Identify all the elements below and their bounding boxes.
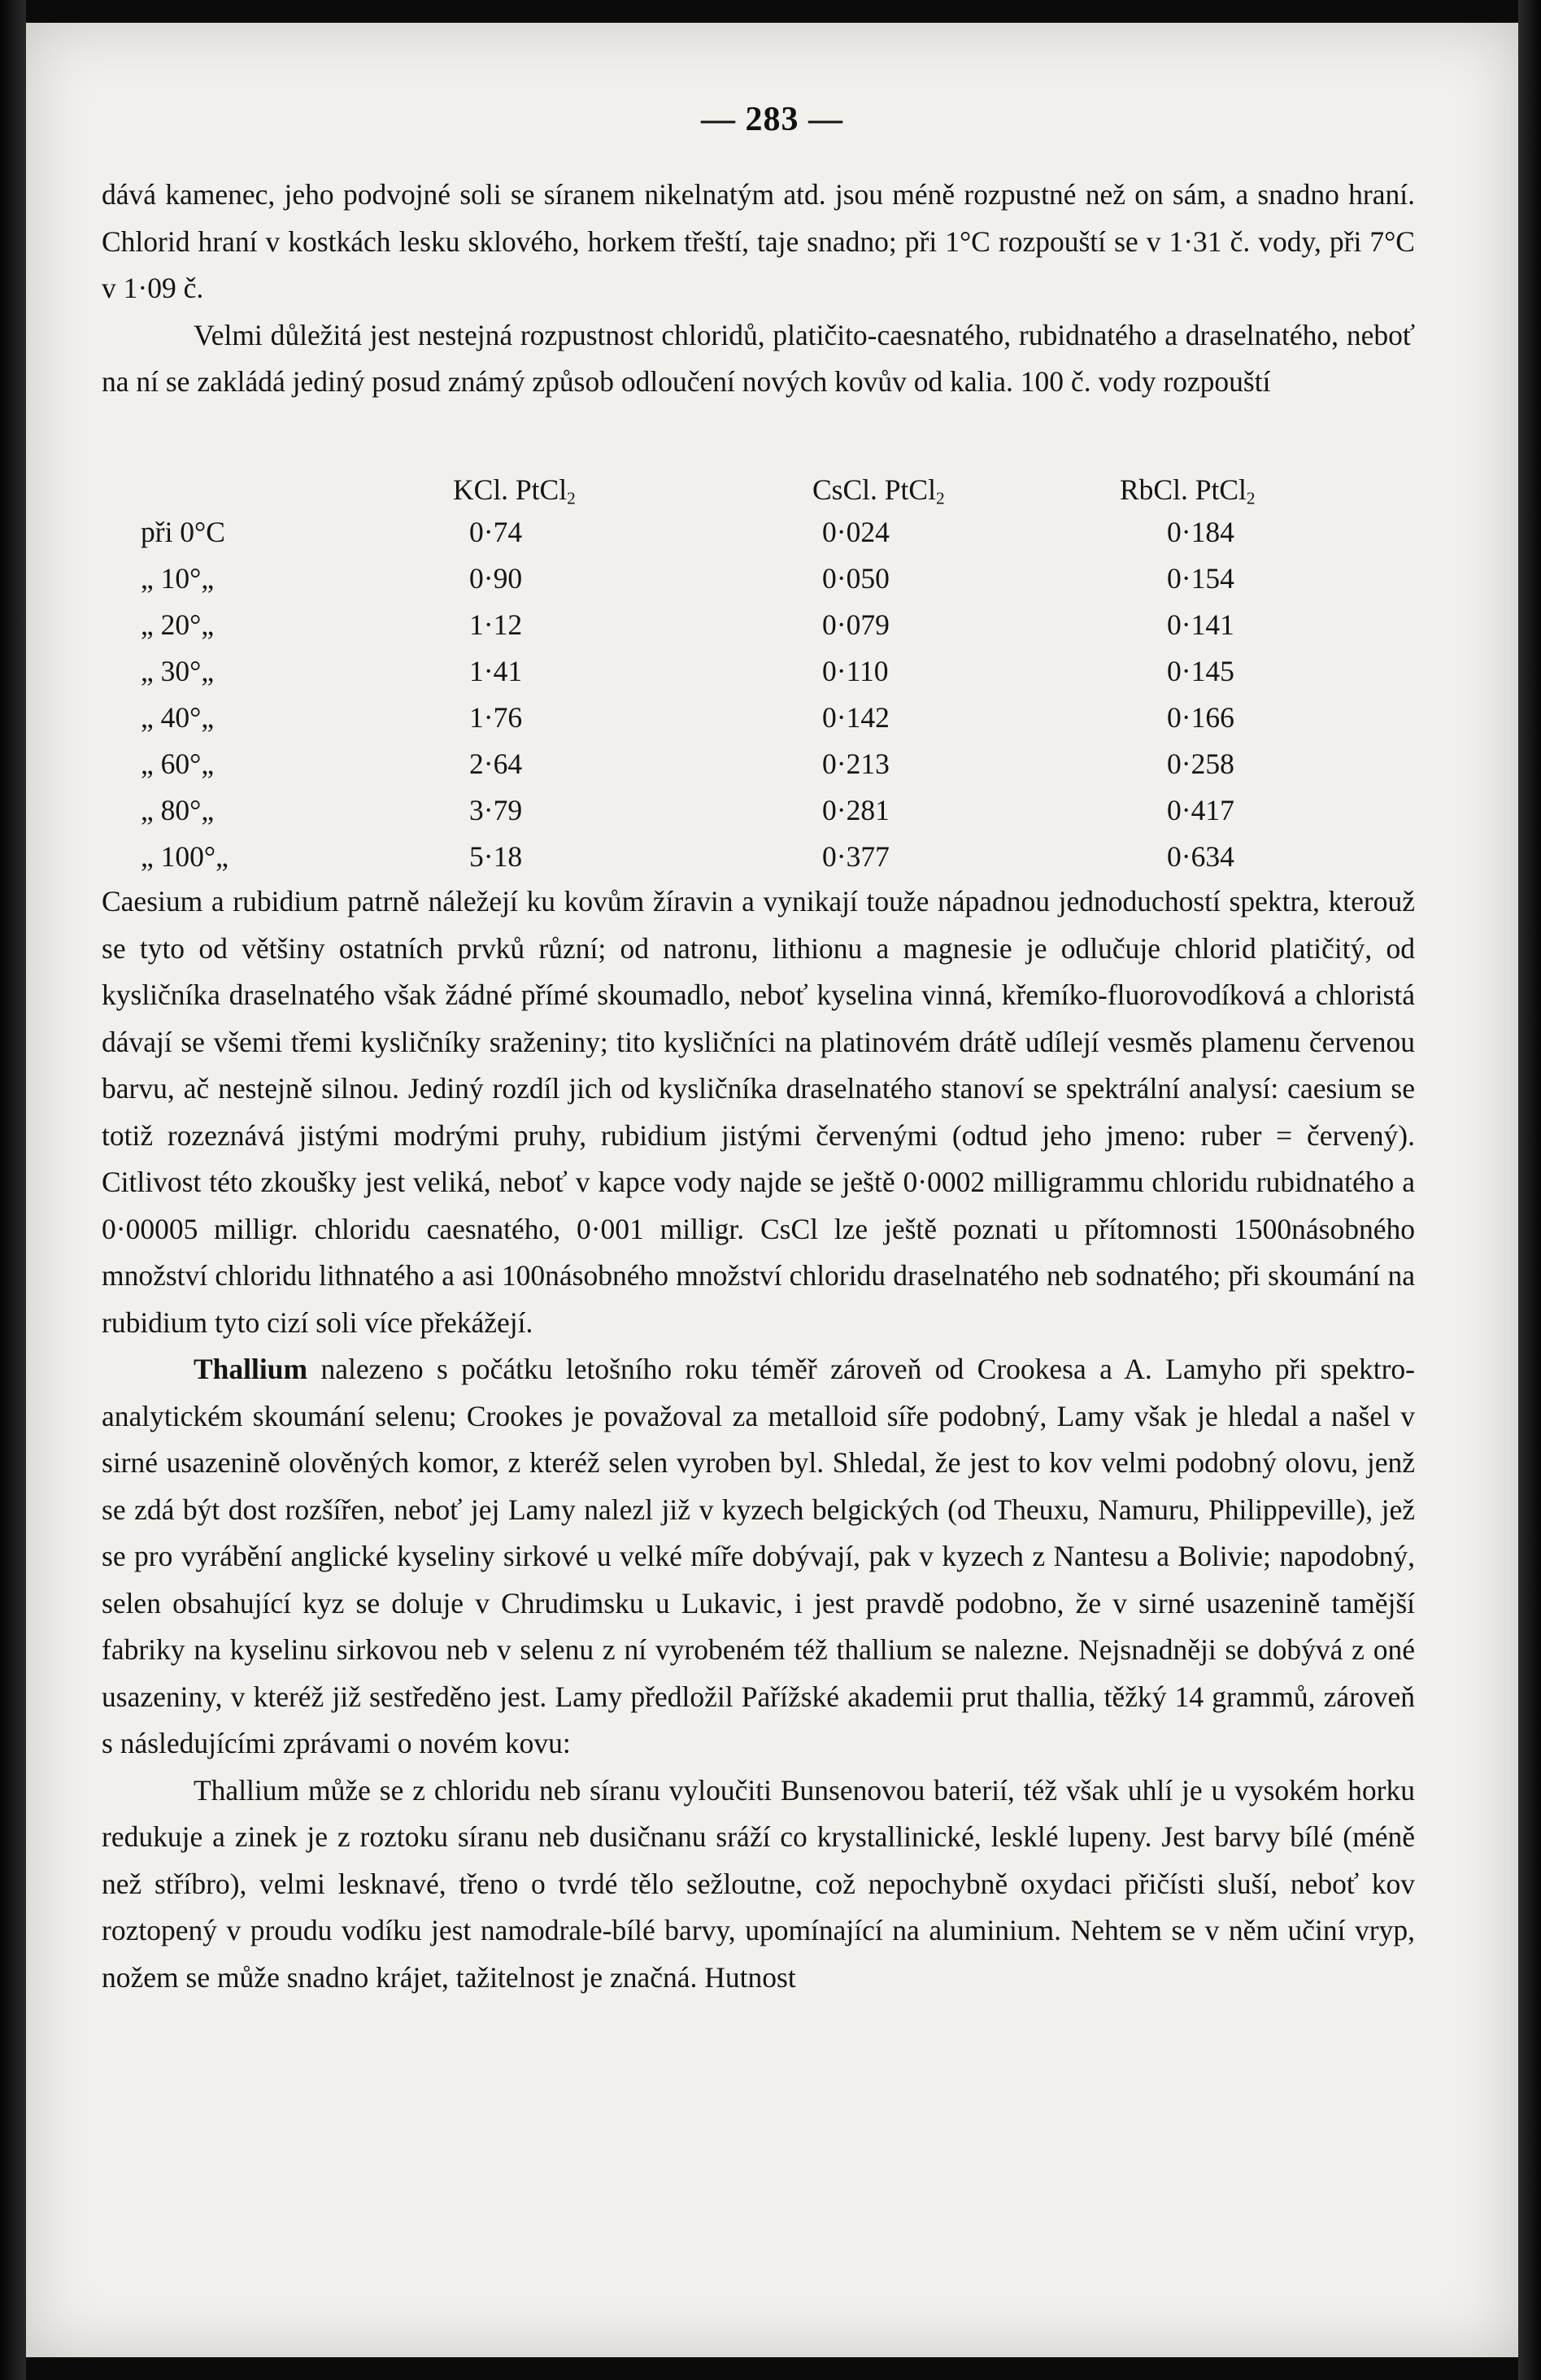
value-cscl: 0·142 [822, 701, 890, 734]
value-cscl: 0·024 [822, 516, 890, 548]
value-kcl: 0·74 [469, 516, 523, 548]
value-rbcl: 0·154 [1167, 562, 1234, 595]
value-kcl: 3·79 [469, 794, 523, 826]
table-row [102, 793, 1415, 839]
value-cscl: 0·213 [822, 748, 890, 780]
thallium-term: Thallium [194, 1353, 308, 1385]
table-row [102, 515, 1415, 561]
value-cscl: 0·377 [822, 840, 890, 873]
table-header-row [102, 473, 1415, 515]
scan-border-right [1518, 0, 1541, 2380]
row-label: při 0°C [141, 516, 225, 548]
value-kcl: 5·18 [469, 840, 523, 873]
header-kcl: KCl. PtCl$_2$ [453, 473, 576, 508]
row-label: „ 100°„ [141, 840, 229, 873]
book-page [26, 23, 1518, 2357]
intro-paragraph: dává kamenec, jeho podvojné soli se síranem nikelnatým atd. jsou méně rozpustné než on sám, a snadno hraní. Chlorid hraní v kostkách lesku sklového, horkem třeští, taje snadno; při 1°C rozpouští se v 1·31 č. vody, při 7°C v 1·09 č. [102, 178, 1415, 304]
table-row [102, 561, 1415, 608]
row-label: „ 30°„ [141, 655, 215, 687]
table-row [102, 700, 1415, 747]
value-cscl: 0·110 [822, 655, 889, 687]
value-rbcl: 0·184 [1167, 516, 1234, 548]
solubility-table [102, 473, 1415, 886]
value-cscl: 0·050 [822, 562, 890, 595]
final-paragraph: Thallium může se z chloridu neb síranu vyloučiti Bunsenovou baterií, též však uhlí je u vysokém horku redukuje a zinek je z roztoku síranu neb dusičnanu sráží co krystallinické, lesklé lupeny. Jest barvy bílé (méně než stříbro), velmi lesknavé, třeno o tvrdé tělo sežloutne, což nepochybně oxydaci přičísti sluší, neboť kov roztopený v proudu vodíku jest namodrale-bílé barvy, upomínající na aluminium. Nehtem se v něm učiní vryp, nožem se může snadno krájet, tažitelnost je značná. Hutnost [102, 1773, 1415, 1994]
value-rbcl: 0·417 [1167, 794, 1234, 826]
row-label: „ 40°„ [141, 701, 215, 734]
value-cscl: 0·079 [822, 608, 890, 641]
row-label: „ 10°„ [141, 562, 215, 595]
table-row [102, 608, 1415, 654]
value-rbcl: 0·145 [1167, 655, 1234, 687]
value-kcl: 1·76 [469, 701, 523, 734]
header-cscl: CsCl. PtCl$_2$ [812, 473, 945, 508]
value-cscl: 0·281 [822, 794, 890, 826]
scan-border-left [0, 0, 26, 2380]
value-rbcl: 0·166 [1167, 701, 1234, 734]
value-kcl: 1·41 [469, 655, 523, 687]
thallium-paragraph [102, 1346, 1415, 1768]
row-label: „ 60°„ [141, 748, 215, 780]
main-text-block [102, 878, 1415, 2001]
page-number: — 283 — [701, 101, 843, 138]
value-kcl: 2·64 [469, 748, 523, 780]
table-body [102, 515, 1415, 886]
value-rbcl: 0·634 [1167, 840, 1234, 873]
caesium-paragraph: Caesium a rubidium patrně náležejí ku kovům žíravin a vynikají touže nápadnou jednoduchostí spektra, kterouž se tyto od většiny ostatních prvků různí; od natronu, lithionu a magnesie je odlučuje chlorid platičitý, od kysličníka draselnatého však žádné přímé skoumadlo, neboť kyselina vinná, křemíko-fluorovodíková a chloristá dávají se všemi třemi kysličníky sraženiny; tito kysličníci na platinovém drátě udílejí vesměs plamenu červenou barvu, ač nestejně silnou. Jediný rozdíl jich od kysličníka draselnatého stanoví se spektrální analysí: caesium se totiž rozeznává jistými modrými pruhy, rubidium jistými červenými (odtud jeho jmeno: ruber = červený). Citlivost této zkoušky jest veliká, neboť v kapce vody najde se ještě 0·0002 milligrammu chloridu rubidnatého a 0·00005 milligr. chloridu caesnatého, 0·001 milligr. CsCl lze ještě poznati u přítomnosti 1500násobného množství chloridu lithnatého a asi 100násobného množství chloridu draselnatého neb sodnatého; při skoumání na rubidium tyto cizí soli více překážejí. [102, 885, 1415, 1339]
value-kcl: 0·90 [469, 562, 523, 595]
row-label: „ 80°„ [141, 794, 215, 826]
row-label: „ 20°„ [141, 608, 215, 641]
value-rbcl: 0·141 [1167, 608, 1234, 641]
solubility-paragraph: Velmi důležitá jest nestejná rozpustnost chloridů, platičito-caesnatého, rubidnatého a draselnatého, neboť na ní se zakládá jediný posud známý způsob odloučení nových kovův od kalia. 100 č. vody rozpouští [102, 318, 1415, 398]
thallium-text: nalezeno s počátku letošního roku téměř zároveň od Crookesa a A. Lamyho při spektro-analytickém skoumání selenu; Crookes je považoval za metalloid síře podobný, Lamy však je hledal a našel v sirné usazenině olověných komor, z kteréž selen vyroben byl. Shledal, že jest to kov velmi podobný olovu, jenž se zdá být dost rozšířen, neboť jej Lamy nalezl již v kyzech belgických (od Theuxu, Namuru, Philippeville), jež se pro vyrábění anglické kyseliny sirkové u velké míře dobývají, pak v kyzech z Nantesu a Bolivie; napodobný, selen obsahující kyz se doluje v Chrudimsku u Lukavic, i jest pravdě podobno, že v sirné usazenině tamější fabriky na kyselinu sirkovou neb v selenu z ní vyrobeném též thallium se nalezne. Nejsnadněji se dobývá z oné usazeniny, v kteréž již sestředěno jest. Lamy předložil Pařížské akademii prut thallia, těžký 14 grammů, zároveň s následujícími zprávami o novém kovu: [102, 1353, 1415, 1759]
table-row [102, 747, 1415, 793]
header-rbcl: RbCl. PtCl$_2$ [1120, 473, 1256, 508]
value-rbcl: 0·258 [1167, 748, 1234, 780]
value-kcl: 1·12 [469, 608, 523, 641]
intro-block [102, 172, 1415, 406]
table-row [102, 654, 1415, 700]
